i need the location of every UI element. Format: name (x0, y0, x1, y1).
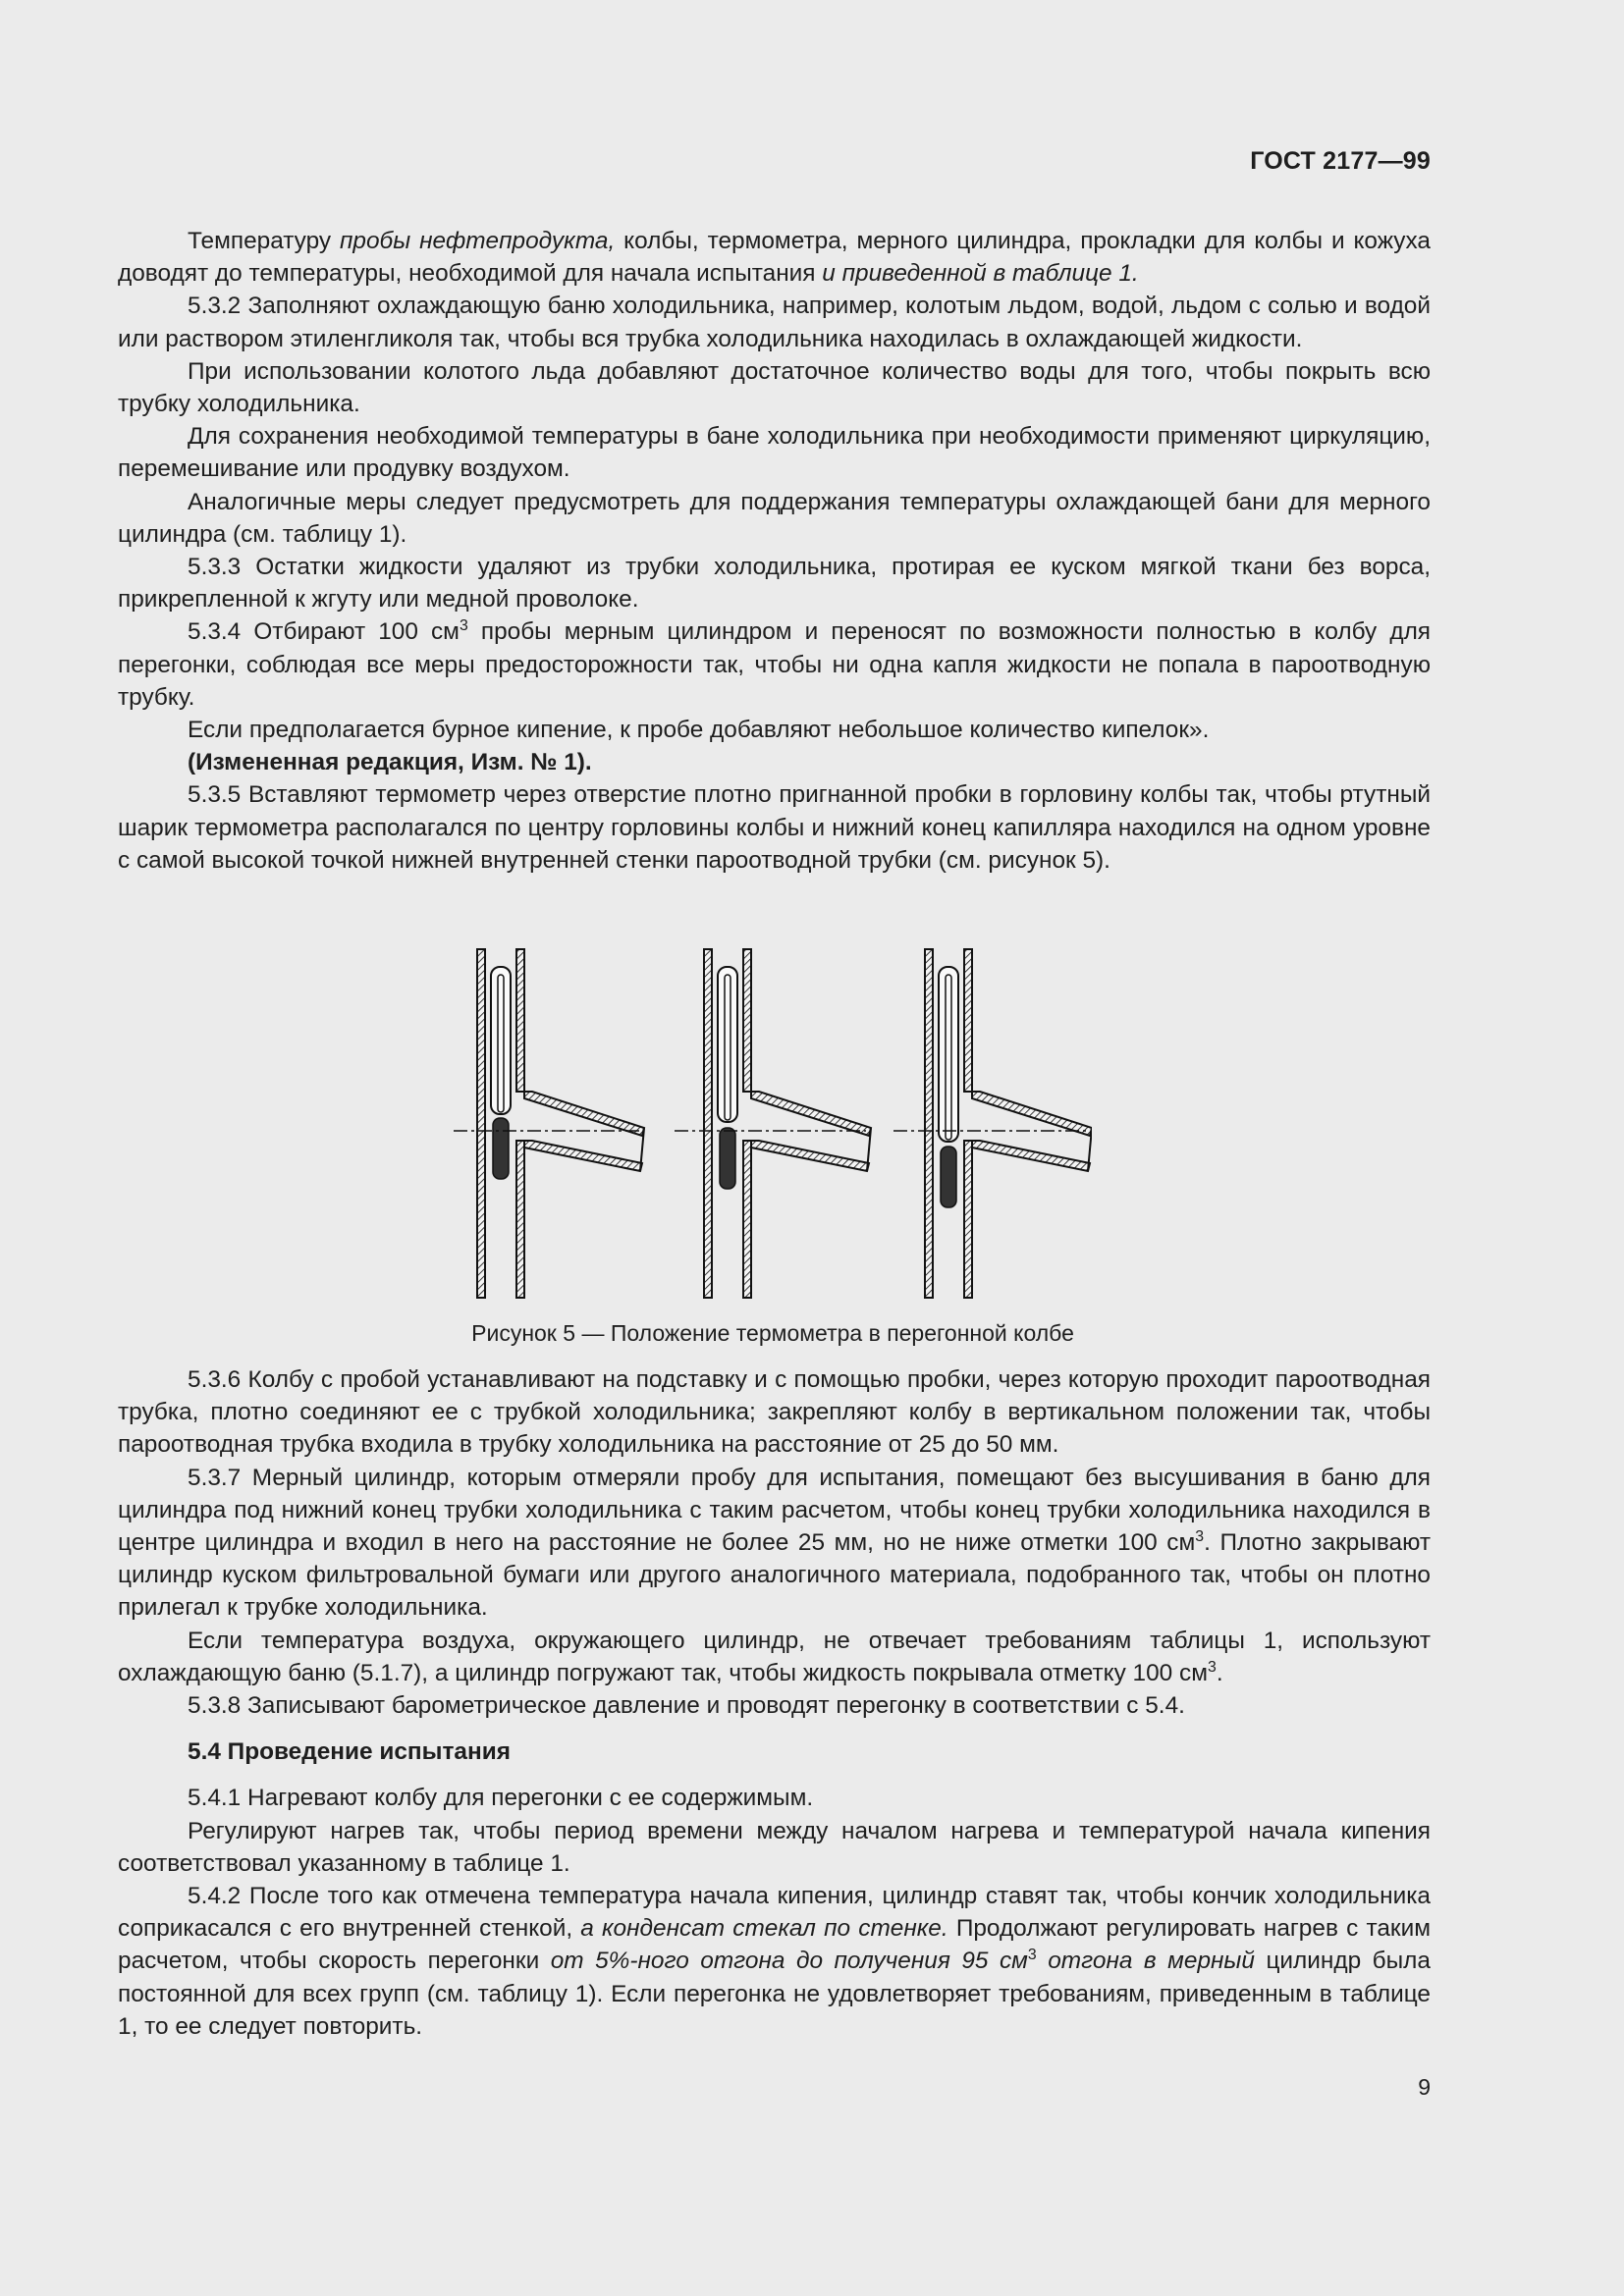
page-number: 9 (1418, 2074, 1431, 2100)
thermometer-2 (718, 967, 737, 1189)
flask-variant-1 (454, 949, 644, 1298)
figure-thermometer-positions (454, 945, 1092, 1304)
paragraph-5-3-8: 5.3.8 Записывают барометрическое давление и проводят перегонку в соответствии с 5.4. (188, 1692, 1185, 1720)
paragraph-5-3-3: 5.3.3 Остатки жидкости удаляют из трубки холодильника, протирая ее куском мягкой ткани без ворса, прикрепленной к жгуту или медной проволоке. (118, 554, 1431, 614)
paragraph-5-3-2: 5.3.2 Заполняют охлаждающую баню холодильника, например, колотым льдом, водой, льдом с солью и водой или раствором этиленгликоля так, чтобы вся трубка холодильника находилась в охлаждающей жидкости. (118, 293, 1431, 352)
text-block-bottom (118, 1363, 1431, 2043)
section-heading-5-4: 5.4 Проведение испытания (188, 1738, 511, 1766)
paragraph-heating: Регулируют нагрев так, чтобы период времени между началом нагрева и температурой начала кипения соответствовал указанному в таблице 1. (118, 1817, 1431, 1877)
thermometer-3 (939, 967, 958, 1207)
paragraph-circulation: Для сохранения необходимой температуры в бане холодильника при необходимости применяют циркуляцию, перемешивание или продувку воздухом. (118, 423, 1431, 483)
document-header: ГОСТ 2177—99 (1250, 147, 1431, 175)
paragraph-temperature: Температуру пробы нефтепродукта, колбы, термометра, мерного цилиндра, прокладки для колбы и кожуха доводят до температуры, необходимой для начала испытания и приведенной в таблице 1. (118, 228, 1431, 288)
paragraph-5-3-7: 5.3.7 Мерный цилиндр, которым отмеряли пробу для испытания, помещают без высушивания в баню для цилиндра под нижний конец трубки холодильника с таким расчетом, чтобы конец трубки холодильника находился в центре цилиндра и входил в него на расстояние не более 25 мм, но не ниже отметки 100 $см^3$. Плотно закрывают цилиндр куском фильтровальной бумаги или другого аналогичного материала, подобранного так, чтобы он плотно прилегал к трубке холодильника. (118, 1464, 1432, 1622)
paragraph-boiling: Если предполагается бурное кипение, к пробе добавляют небольшое количество кипелок». (188, 717, 1210, 744)
paragraph-5-4-2: 5.4.2 После того как отмечена температура начала кипения, цилиндр ставят так, чтобы кончик холодильника соприкасался с его внутренней стенкой, а конденсат стекал по стенке. Продолжают регулировать нагрев с таким расчетом, чтобы скорость перегонки от 5%-ного отгона до получения 95 $см^3$ отгона в мерный цилиндр была постоянной для всех групп (см. таблицу 1). Если перегонка не удовлетворяет требованиям, приведенным в таблице 1, то ее следует повторить. (118, 1883, 1431, 2040)
paragraph-air-temperature: Если температура воздуха, окружающего цилиндр, не отвечает требованиям таблицы 1, используют охлаждающую баню (5.1.7), а цилиндр погружают так, чтобы жидкость покрывала отметку 100 $см^3$. (118, 1627, 1431, 1686)
paragraph-5-3-5: 5.3.5 Вставляют термометр через отверстие плотно пригнанной пробки в горловину колбы так, чтобы ртутный шарик термометра располагался по центру горловины колбы и нижний конец капилляра находился на одном уровне с самой высокой точкой нижней внутренней стенки пароотводной трубки (см. рисунок 5). (118, 781, 1431, 874)
paragraph-5-4-1: 5.4.1 Нагревают колбу для перегонки с ее содержимым. (188, 1785, 814, 1812)
paragraph-similar-measures: Аналогичные меры следует предусмотреть для поддержания температуры охлаждающей бани для мерного цилиндра (см. таблицу 1). (118, 488, 1431, 548)
paragraph-amendment: (Измененная редакция, Изм. № 1). (188, 749, 592, 776)
flask-variant-2 (675, 949, 871, 1298)
flask-variant-3 (893, 949, 1092, 1298)
paragraph-5-3-4: 5.3.4 Отбирают 100 $см^3$ пробы мерным цилиндром и переносят по возможности полностью в колбу для перегонки, соблюдая все меры предосторожности так, чтобы ни одна капля жидкости не попала в пароотводную трубку. (118, 617, 1432, 711)
thermometer-1 (491, 967, 511, 1179)
figure-caption: Рисунок 5 — Положение термометра в перегонной колбе (471, 1320, 1074, 1346)
text-block-top (118, 225, 1431, 877)
paragraph-ice: При использовании колотого льда добавляют достаточное количество воды для того, чтобы покрыть всю трубку холодильника. (118, 357, 1431, 418)
paragraph-5-3-6: 5.3.6 Колбу с пробой устанавливают на подставку и с помощью пробки, через которую проходит пароотводная трубка, плотно соединяют ее с трубкой холодильника; закрепляют колбу в вертикальном положении так, чтобы пароотводная трубка входила в трубку холодильника на расстояние от 25 до 50 мм. (118, 1366, 1431, 1459)
figure-drawing (454, 945, 1092, 1304)
